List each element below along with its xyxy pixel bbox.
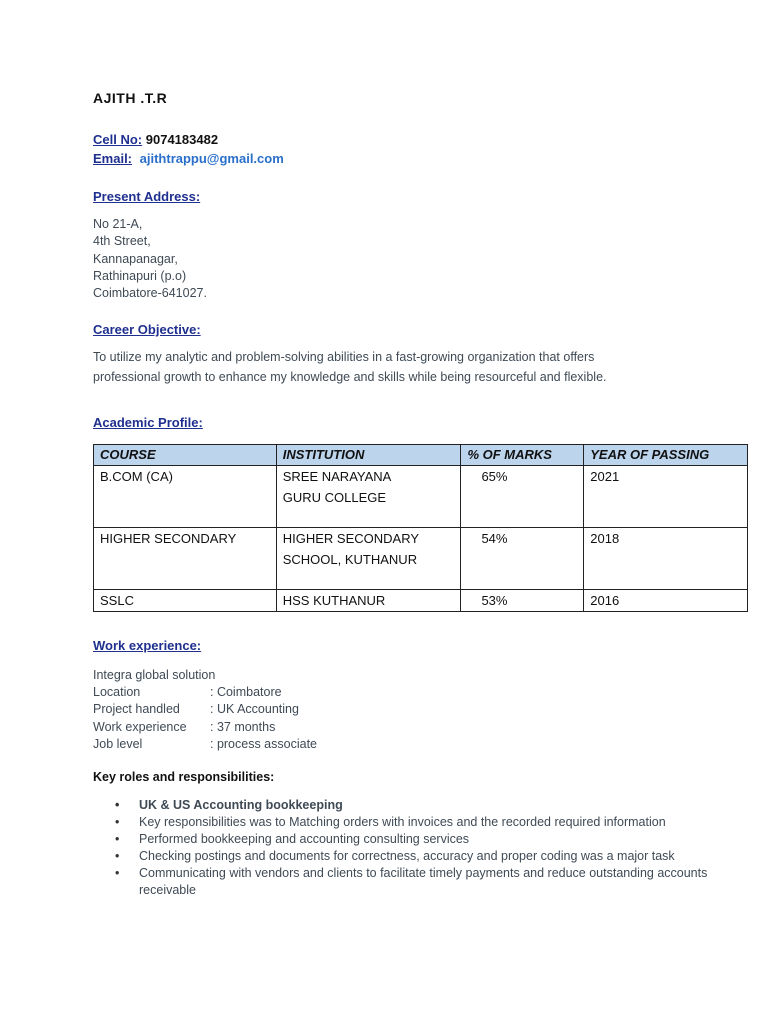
work-field-value: : UK Accounting <box>210 702 299 717</box>
address-line: Coimbatore-641027. <box>93 286 207 301</box>
course-cell: HIGHER SECONDARY <box>94 528 277 590</box>
marks-cell: 65% <box>461 466 584 528</box>
work-field-value: : Coimbatore <box>210 685 282 700</box>
table-row <box>94 590 748 612</box>
year-cell: 2016 <box>584 590 748 612</box>
bullet-icon: • <box>115 815 120 829</box>
table-row <box>94 466 748 528</box>
institution-line: GURU COLLEGE <box>282 490 387 505</box>
column-header: INSTITUTION <box>276 445 461 466</box>
work-field-value: : 37 months <box>210 719 276 734</box>
role-text: Key responsibilities was to Matching orders with invoices and the recorded required information <box>139 815 666 829</box>
year-cell: 2018 <box>584 528 748 590</box>
column-header: YEAR OF PASSING <box>584 445 748 466</box>
institution-line: HIGHER SECONDARY <box>282 531 420 546</box>
email-link[interactable]: ajithtrappu@gmail.com <box>139 151 284 166</box>
role-text: Performed bookkeeping and accounting consulting services <box>139 832 470 846</box>
company-name: Integra global solution <box>93 668 216 682</box>
roles-title: Key roles and responsibilities: <box>93 770 275 784</box>
work-field-row <box>93 736 317 753</box>
table-row <box>94 528 748 590</box>
institution-cell: HSS KUTHANUR <box>276 590 461 612</box>
work-field-key: Project handled <box>93 702 180 717</box>
bullet-icon: • <box>115 866 120 880</box>
address-line: Rathinapuri (p.o) <box>93 268 187 283</box>
email-row <box>93 151 284 166</box>
column-header: COURSE <box>94 445 277 466</box>
address-line: 4th Street, <box>93 234 151 249</box>
list-item <box>115 848 739 865</box>
bullet-icon: • <box>115 798 120 812</box>
bullet-icon: • <box>115 832 120 846</box>
objective-text: To utilize my analytic and problem-solving abilities in a fast-growing organization that offers professional growth to enhance my knowledge and skills while being resourceful and flexible. <box>93 350 607 384</box>
institution-cell <box>276 466 461 528</box>
address-line: No 21-A, <box>93 217 143 231</box>
academic-title: Academic Profile: <box>93 415 203 430</box>
course-cell: B.COM (CA) <box>94 466 277 528</box>
column-header: % OF MARKS <box>461 445 584 466</box>
marks-cell: 54% <box>461 528 584 590</box>
work-title: Work experience: <box>93 638 202 653</box>
work-field-row <box>93 719 317 736</box>
course-cell: SSLC <box>94 590 277 612</box>
work-field-key: Work experience <box>93 719 187 734</box>
list-item <box>115 797 739 814</box>
cell-value: 9074183482 <box>145 132 219 147</box>
cell-label: Cell No: <box>93 132 143 147</box>
address-line: Kannapanagar, <box>93 251 178 266</box>
work-details <box>93 667 317 753</box>
institution-line: SCHOOL, KUTHANUR <box>282 552 418 567</box>
list-item <box>115 865 739 898</box>
marks-cell: 53% <box>461 590 584 612</box>
work-field-value: : process associate <box>210 736 317 751</box>
academic-table <box>93 444 748 612</box>
roles-list <box>93 797 739 899</box>
cell-row <box>93 132 218 147</box>
bullet-icon: • <box>115 849 120 863</box>
work-field-row <box>93 684 317 701</box>
table-header-row <box>94 445 748 466</box>
role-text: Communicating with vendors and clients to facilitate timely payments and reduce outstanding accounts receivable <box>139 866 708 897</box>
year-cell: 2021 <box>584 466 748 528</box>
list-item <box>115 814 739 831</box>
work-field-row <box>93 701 317 718</box>
list-item <box>115 831 739 848</box>
address-title: Present Address: <box>93 189 201 204</box>
address-block <box>93 216 207 302</box>
work-field-key: Job level <box>93 736 143 751</box>
email-label: Email: <box>93 151 133 166</box>
role-text: UK & US Accounting bookkeeping <box>139 798 343 812</box>
institution-line: SREE NARAYANA <box>282 469 392 484</box>
objective-title: Career Objective: <box>93 322 201 337</box>
work-field-key: Location <box>93 685 141 700</box>
candidate-name: AJITH .T.R <box>93 90 168 106</box>
role-text: Checking postings and documents for correctness, accuracy and proper coding was a major task <box>139 849 675 863</box>
institution-cell <box>276 528 461 590</box>
